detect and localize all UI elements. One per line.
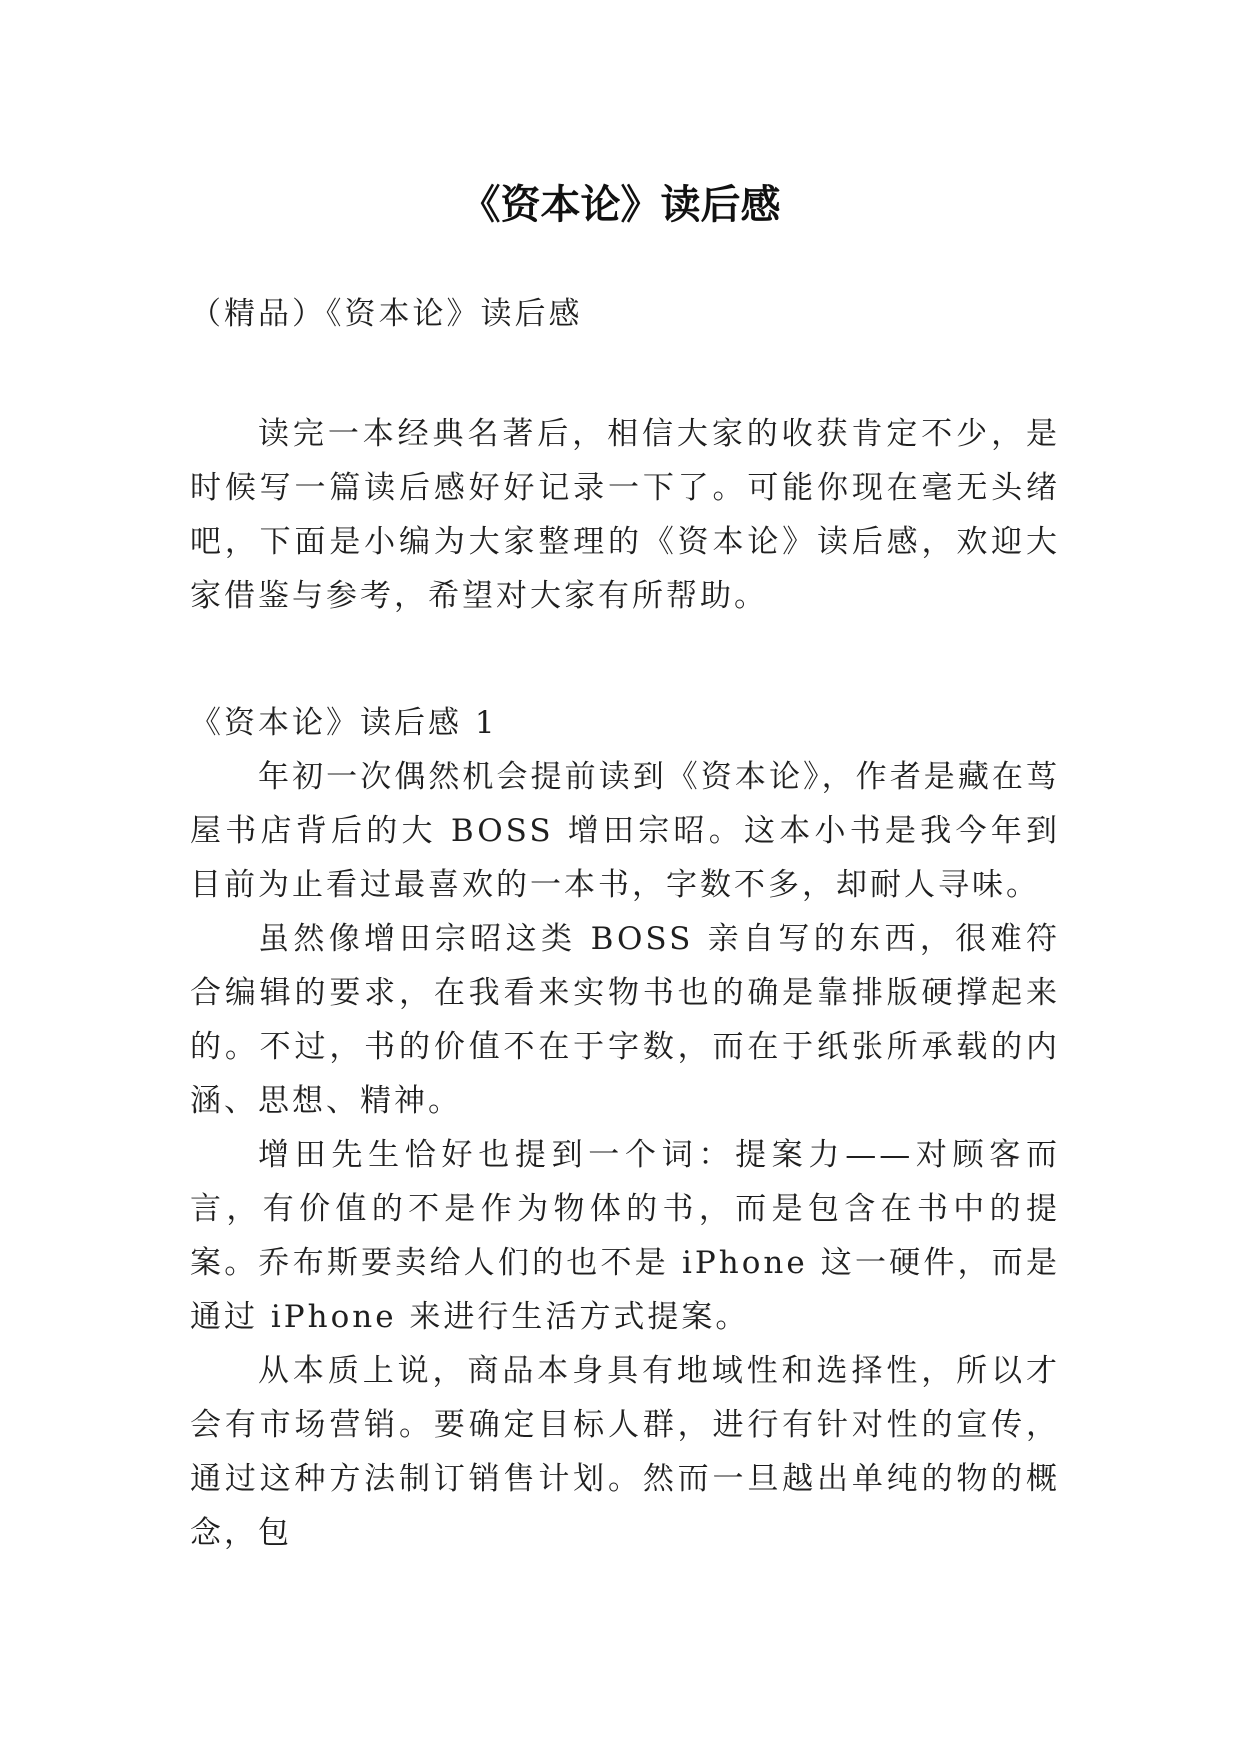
body-paragraph-4: 从本质上说，商品本身具有地域性和选择性，所以才会有市场营销。要确定目标人群，进行有针对性的宣传，通过这种方法制订销售计划。然而一旦越出单纯的物的概念，包 [190,1353,1060,1551]
document-subtitle: （精品）《资本论》读后感 [190,296,583,332]
document-title: 《资本论》读后感 [460,181,781,228]
section-heading: 《资本论》读后感 1 [190,705,498,741]
body-paragraph-3: 增田先生恰好也提到一个词：提案力——对顾客而言，有价值的不是作为物体的书，而是包含在书中的提案。乔布斯要卖给人们的也不是 iPhone 这一硬件，而是通过 iPhone 来进行生活方式提案。 [190,1137,1060,1335]
intro-paragraph: 读完一本经典名著后，相信大家的收获肯定不少，是时候写一篇读后感好好记录一下了。可能你现在毫无头绪吧，下面是小编为大家整理的《资本论》读后感，欢迎大家借鉴与参考，希望对大家有所帮助。 [190,416,1060,614]
body-paragraph-1: 年初一次偶然机会提前读到《资本论》，作者是藏在茑屋书店背后的大 BOSS 增田宗昭。这本小书是我今年到目前为止看过最喜欢的一本书，字数不多，却耐人寻味。 [190,759,1060,903]
body-paragraph-2: 虽然像增田宗昭这类 BOSS 亲自写的东西，很难符合编辑的要求，在我看来实物书也的确是靠排版硬撑起来的。不过，书的价值不在于字数，而在于纸张所承载的内涵、思想、精神。 [190,921,1060,1119]
